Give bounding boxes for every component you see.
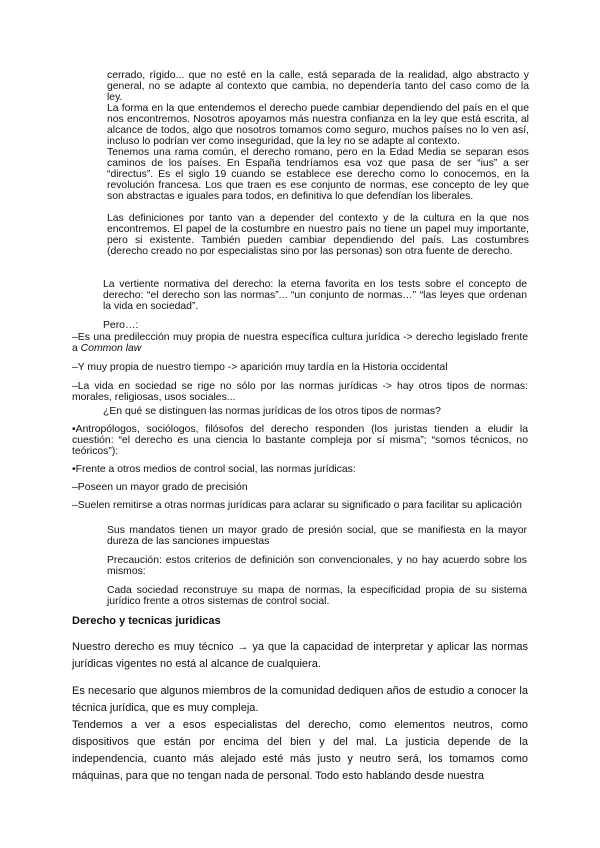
paragraph: Nuestro derecho es muy técnico → ya que la capacidad de interpretar y aplicar las normas jurídicas vigentes no está al alcance de cualquiera. <box>72 641 528 670</box>
list-item: –Poseen un mayor grado de precisión <box>72 482 248 493</box>
list-item: –Es una predilección muy propia de nuestra específica cultura jurídica -> derecho legislado frente a Common law <box>72 332 528 354</box>
list-item: –La vida en sociedad se rige no sólo por las normas jurídicas -> hay otros tipos de normas: morales, religiosas, usos sociales... <box>72 381 528 403</box>
intro-block <box>107 70 529 257</box>
paragraph: cerrado, rígido... que no esté en la calle, está separada de la realidad, algo abstracto y general, no se adapte al contexto que cambia, no dependería tanto del caso como de la ley. <box>107 70 529 103</box>
paragraph: Cada sociedad reconstruye su mapa de normas, la especificidad propia de su sistema jurídico frente a otros sistemas de control social. <box>107 585 527 607</box>
paragraph: Tendemos a ver a esos especialistas del derecho, como elementos neutros, como dispositivos que están por encima del bien y del mal. La justicia depende de la independencia, cuanto más alejado esté más justo y neutro será, los tomamos como máquinas, para que no tengan nada de personal. Todo esto hablando desde nuestra <box>72 719 528 782</box>
paragraph: Sus mandatos tienen un mayor grado de presión social, que se manifiesta en la mayor dureza de las sanciones impuestas <box>107 525 527 547</box>
section-heading: Derecho y tecnicas juridicas <box>72 615 221 627</box>
paragraph: Las definiciones por tanto van a depender del contexto y de la cultura en la que nos encontremos. El papel de la costumbre en nuestro país no tiene un papel muy importante, pero si existente. También pueden cambiar dependiendo del país. Las costumbres (derecho creado no por especialistas sino por las personas) son otra fuente de derecho. <box>107 213 529 257</box>
paragraph: Pero…: <box>103 320 139 331</box>
section-body <box>72 639 528 785</box>
paragraph: La forma en la que entendemos el derecho puede cambiar dependiendo del país en el que nos encontremos. Nosotros apoyamos más nuestra confianza en la ley que está escrita, al alcance de todos, algo que nosotros tomamos como seguro, muchos países no lo ven así, incluso lo podrían ver como inseguridad, que la ley no se adapte al contexto. <box>107 103 529 147</box>
list-item: –Y muy propia de nuestro tiempo -> aparición muy tardía en la Historia occidental <box>72 362 448 373</box>
paragraph: Es necesario que algunos miembros de la comunidad dediquen años de estudio a conocer la técnica jurídica, que es muy compleja. <box>72 685 528 714</box>
list-item: •Antropólogos, sociólogos, filósofos del derecho responden (los juristas tienden a eludir la cuestión: “el derecho es una ciencia lo bastante compleja por sí misma”; “somos técnicos, no teóricos”): <box>72 424 528 457</box>
list-answers <box>72 424 528 511</box>
list-item: –Suelen remitirse a otras normas jurídicas para aclarar su significado o para facilitar su aplicación <box>72 500 522 511</box>
list-cultural <box>72 332 528 403</box>
question: ¿En qué se distinguen las normas jurídicas de los otros tipos de normas? <box>103 406 441 417</box>
criteria-block <box>107 525 527 607</box>
normative-block <box>103 279 527 331</box>
paragraph: Precaución: estos criterios de definición son convencionales, y no hay acuerdo sobre los mismos: <box>107 555 527 577</box>
paragraph: La vertiente normativa del derecho: la eterna favorita en los tests sobre el concepto de derecho: “el derecho son las normas”... “un conjunto de normas…” “las leyes que ordenan la vida en sociedad”. <box>103 279 527 312</box>
list-item: •Frente a otros medios de control social, las normas jurídicas: <box>72 464 356 475</box>
paragraph: Tenemos una rama común, el derecho romano, pero en la Edad Media se separan esos caminos de los países. En España tendríamos esa voz que pasa de ser “ius” a ser “directus”. Es el siglo 19 cuando se establece ese derecho como lo conocemos, en la revolución francesa. Los que traen es ese conjunto de normas, ese concepto de ley que son abstractas e iguales para todos, en definitiva lo que defendían los liberales. <box>107 147 529 202</box>
